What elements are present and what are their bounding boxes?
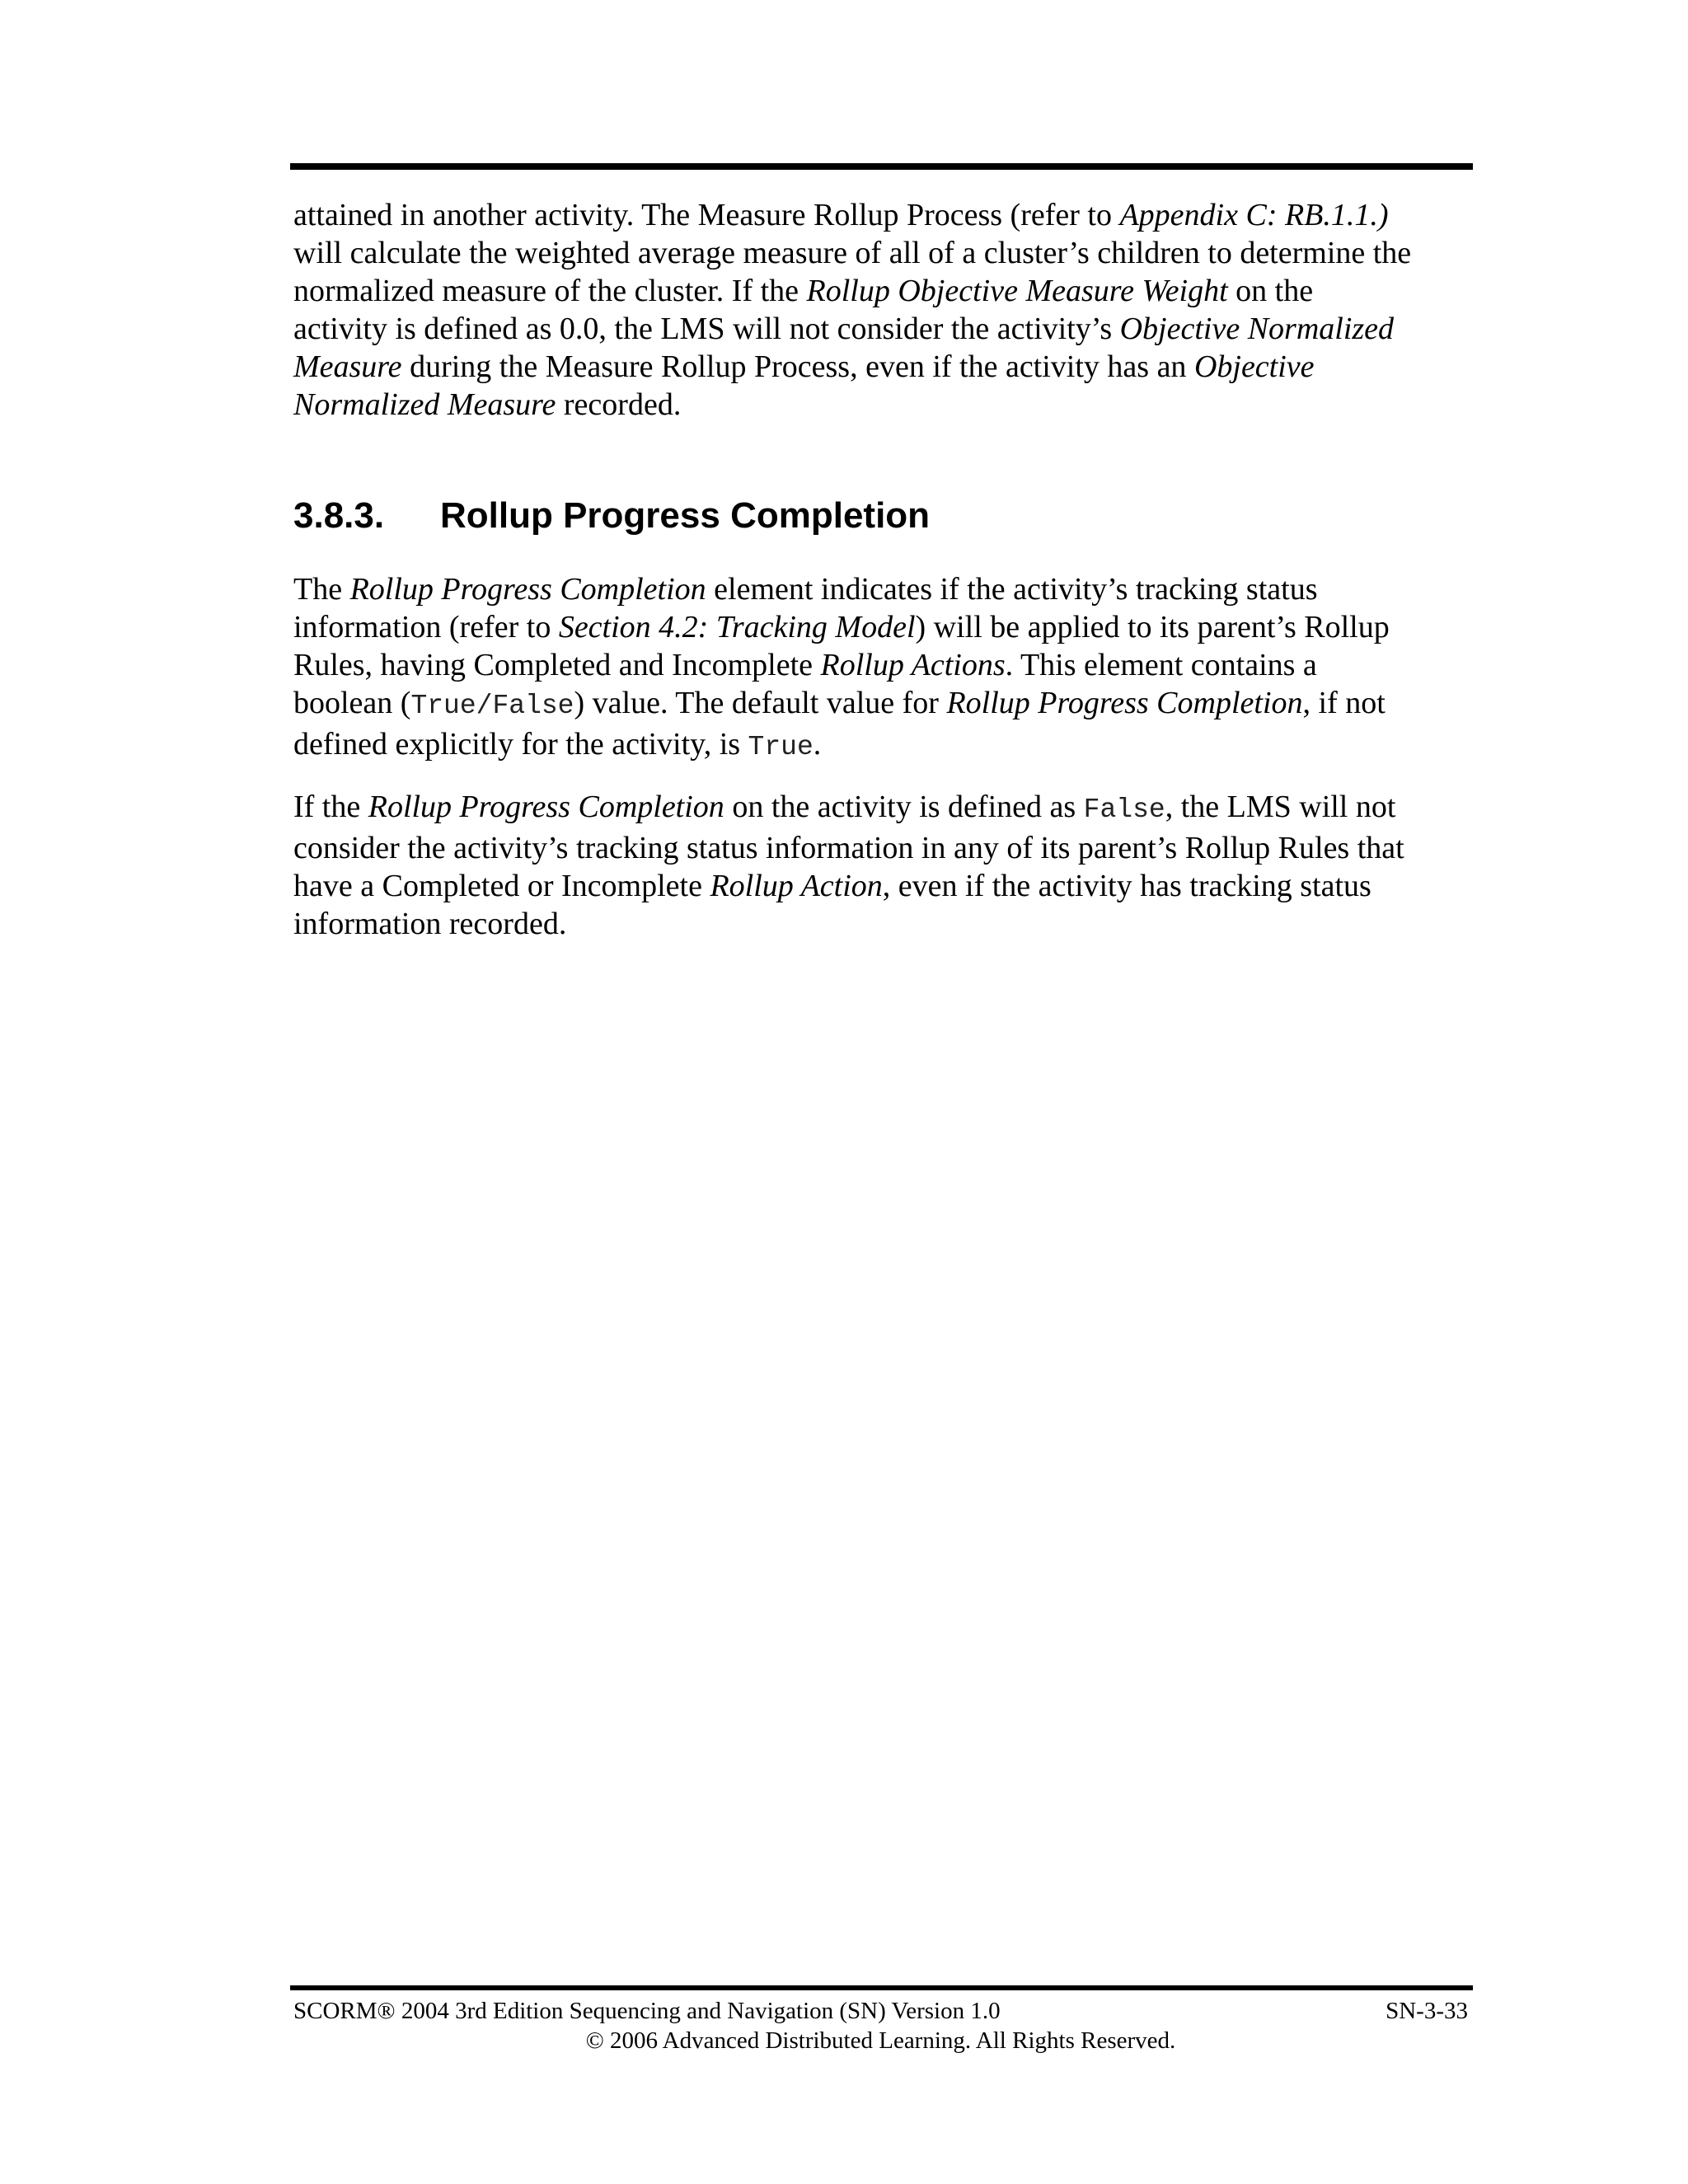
paragraph-rollup-progress-definition: The Rollup Progress Completion element indicates if the activity’s tracking status information (refer to Section 4.2: Tracking Model) will be applied to its parent’s Rollup Rules, having Completed and Incomplete Rollup Actions. This element contains a boolean (True/False) value. The default value for Rollup Progress Completion, if not defined explicitly for the activity, is True. [293, 572, 1390, 762]
section-number: 3.8.3. [293, 495, 385, 536]
footer [293, 1996, 1468, 2026]
paragraph-rollup-progress-false: If the Rollup Progress Completion on the activity is defined as False, the LMS will not consider the activity’s tracking status information in any of its parent’s Rollup Rules that have a Completed or Incomplete Rollup Action, even if the activity has tracking status information recorded. [293, 790, 1404, 941]
code-true-false: True/False [410, 691, 574, 721]
footer-rule [290, 1985, 1473, 1990]
code-true: True [748, 732, 814, 762]
paragraph-measure-rollup: attained in another activity. The Measure Rollup Process (refer to Appendix C: RB.1.1.) will calculate the weighted average measure of all of a cluster’s children to determine the normalized measure of the cluster. If the Rollup Objective Measure Weight on the activity is defined as 0.0, the LMS will not consider the activity’s Objective Normalized Measure during the Measure Rollup Process, even if the activity has an Objective Normalized Measure recorded. [293, 198, 1412, 422]
code-false: False [1083, 794, 1165, 825]
section-reference: Section 4.2: Tracking Model [558, 610, 916, 644]
footer-copyright: © 2006 Advanced Distributed Learning. All Rights Reserved. [585, 2027, 1176, 2054]
section-heading [293, 493, 930, 539]
footer-document-title: SCORM® 2004 3rd Edition Sequencing and Navigation (SN) Version 1.0 [293, 1998, 1001, 2024]
header-rule [290, 163, 1473, 170]
section-title: Rollup Progress Completion [440, 495, 931, 536]
footer-page-number: SN-3-33 [1386, 1998, 1468, 2024]
